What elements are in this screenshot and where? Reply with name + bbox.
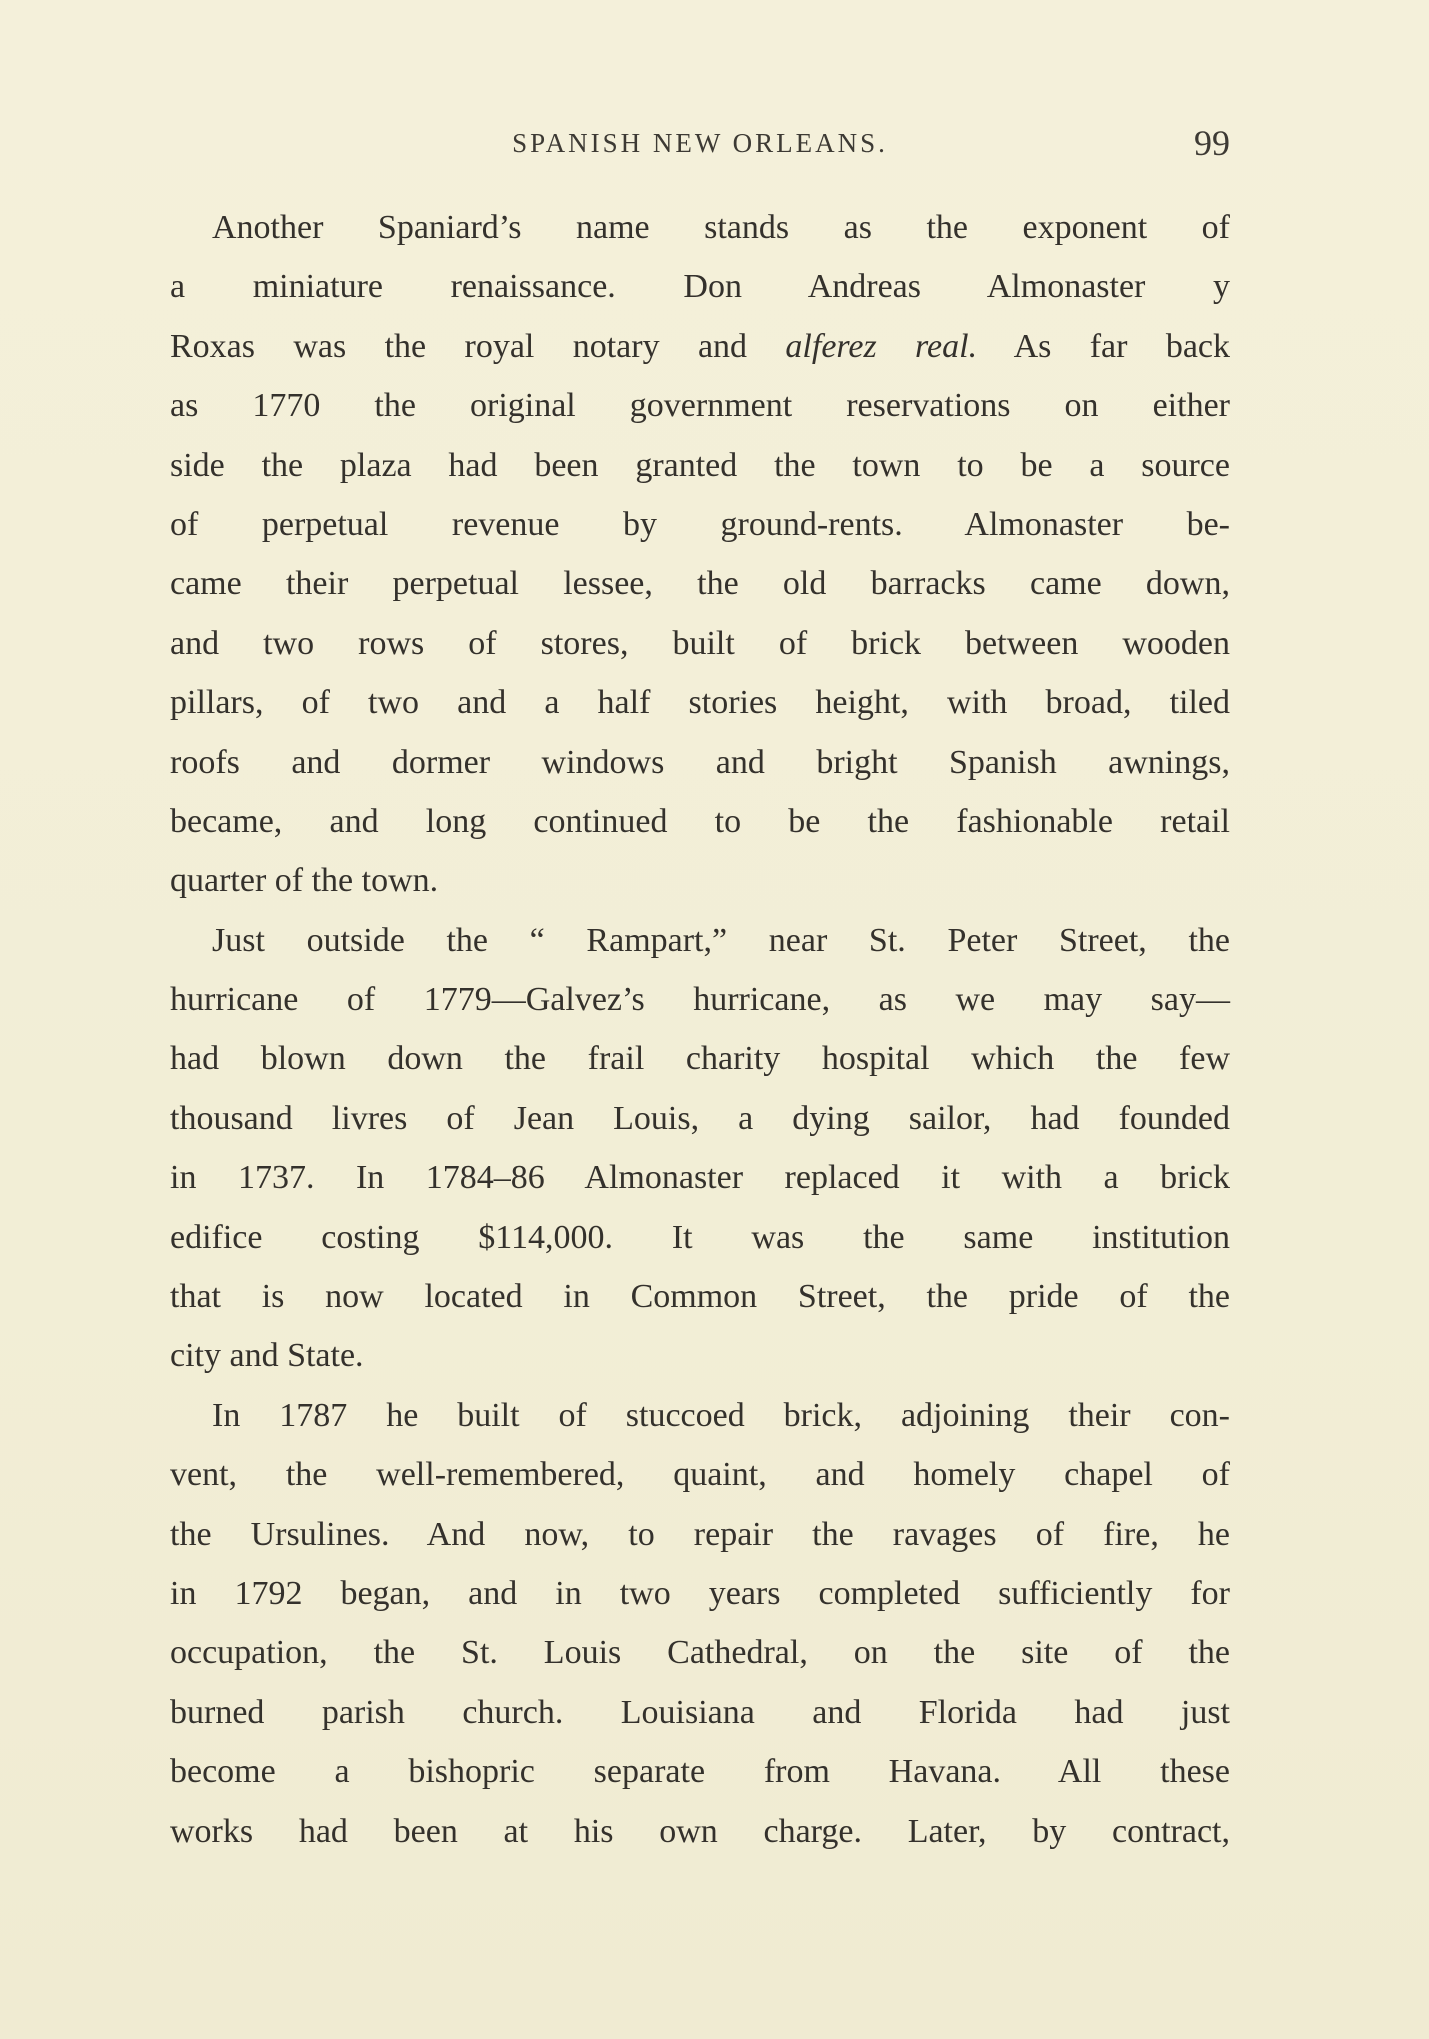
text-line: In 1787 he built of stuccoed brick, adjoining their con-	[212, 1396, 1230, 1434]
text-line: in 1792 began, and in two years completed sufficiently for	[170, 1574, 1230, 1612]
text-line: roofs and dormer windows and bright Spanish awnings,	[170, 743, 1230, 781]
text-line: Just outside the “ Rampart,” near St. Peter Street, the	[212, 921, 1230, 959]
body-text	[170, 198, 1230, 1861]
text-line: of perpetual revenue by ground-rents. Almonaster be-	[170, 505, 1230, 543]
text-line: side the plaza had been granted the town to be a source	[170, 446, 1230, 484]
text-line: hurricane of 1779—Galvez’s hurricane, as we may say—	[170, 981, 1230, 1019]
text-line: came their perpetual lessee, the old barracks came down,	[170, 565, 1230, 603]
text-line: occupation, the St. Louis Cathedral, on the site of the	[170, 1634, 1230, 1672]
text-line: and two rows of stores, built of brick between wooden	[170, 624, 1230, 662]
text-line: a miniature renaissance. Don Andreas Almonaster y	[170, 268, 1230, 306]
paragraph-1	[170, 198, 1230, 911]
text-line: quarter of the town.	[170, 862, 439, 900]
text-line: the Ursulines. And now, to repair the ravages of fire, he	[170, 1515, 1230, 1553]
text-line: as 1770 the original government reservations on either	[170, 387, 1230, 425]
text-line: pillars, of two and a half stories height, with broad, tiled	[170, 684, 1230, 722]
paragraph-2	[170, 911, 1230, 1386]
text-segment: As far back	[977, 327, 1230, 365]
page-number: 99	[1194, 123, 1230, 163]
text-line-with-italic	[170, 317, 1230, 376]
text-segment: Roxas was the royal notary and	[170, 327, 786, 365]
text-line: became, and long continued to be the fashionable retail	[170, 802, 1230, 840]
text-line: edifice costing $114,000. It was the same institution	[170, 1218, 1230, 1256]
text-line: thousand livres of Jean Louis, a dying sailor, had founded	[170, 1099, 1230, 1137]
italic-phrase: alferez real.	[785, 327, 978, 365]
text-line: in 1737. In 1784–86 Almonaster replaced it with a brick	[170, 1159, 1230, 1197]
page-header	[170, 118, 1230, 166]
text-line: Another Spaniard’s name stands as the exponent of	[212, 209, 1230, 246]
running-head: SPANISH NEW ORLEANS.	[512, 128, 888, 158]
text-line: become a bishopric separate from Havana. All these	[170, 1753, 1230, 1791]
text-line: vent, the well-remembered, quaint, and homely chapel of	[170, 1456, 1230, 1494]
text-line: burned parish church. Louisiana and Florida had just	[170, 1693, 1230, 1731]
text-line: had blown down the frail charity hospital which the few	[170, 1040, 1230, 1078]
text-line: that is now located in Common Street, the pride of the	[170, 1278, 1230, 1316]
text-line: works had been at his own charge. Later, by contract,	[170, 1812, 1230, 1850]
paragraph-3	[170, 1386, 1230, 1861]
text-line: city and State.	[170, 1337, 364, 1375]
